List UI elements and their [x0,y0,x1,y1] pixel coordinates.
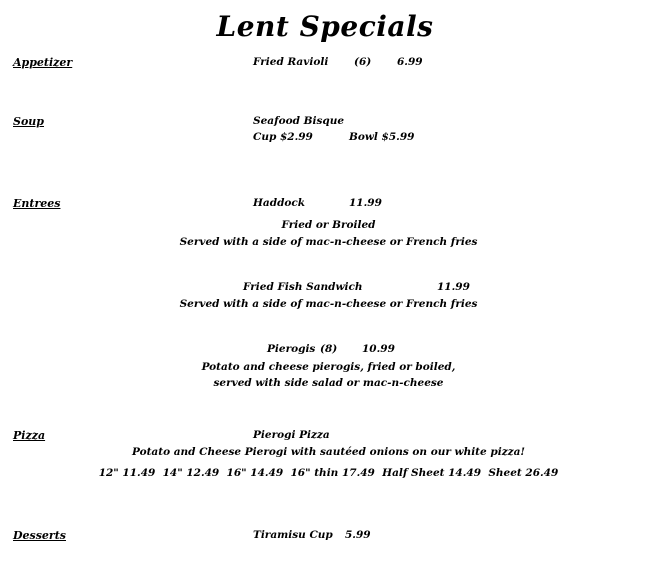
pierogis-desc-line2: served with side salad or mac-n-cheese [213,377,444,389]
section-label-pizza: Pizza [13,429,46,442]
haddock-style: Fried or Broiled [281,219,376,231]
section-label-entrees: Entrees [13,197,61,210]
haddock-side: Served with a side of mac-n-cheese or French fries [179,236,478,248]
haddock-name: Haddock [253,197,306,209]
section-label-desserts: Desserts [13,529,66,542]
sandwich-name: Fried Fish Sandwich [243,281,363,293]
pierogis-price: 10.99 [362,343,395,355]
pierogis-desc-line1: Potato and cheese pierogis, fried or boiled, [201,361,456,373]
appetizer-price: 6.99 [397,56,423,68]
pizza-item: Pierogi Pizza [253,429,330,441]
soup-item: Seafood Bisque [253,115,345,127]
dessert-item: Tiramisu Cup [253,529,333,541]
haddock-price: 11.99 [349,197,382,209]
dessert-price: 5.99 [345,529,371,541]
sandwich-price: 11.99 [437,281,470,293]
menu-title: Lent Specials [216,10,434,43]
section-label-soup: Soup [13,115,44,128]
pizza-sizes-prices: 12" 11.49 14" 12.49 16" 14.49 16" thin 17.49 Half Sheet 14.49 Sheet 26.49 [98,467,559,479]
sandwich-side: Served with a side of mac-n-cheese or French fries [179,298,478,310]
appetizer-item: Fried Ravioli [253,56,329,68]
soup-bowl-price: Bowl $5.99 [349,131,415,143]
appetizer-qty: (6) [354,56,372,68]
pizza-description: Potato and Cheese Pierogi with sautéed onions on our white pizza! [131,446,526,458]
pierogis-name: Pierogis [267,343,316,355]
section-label-appetizer: Appetizer [13,56,73,69]
pierogis-qty: (8) [320,343,338,355]
soup-cup-price: Cup $2.99 [253,131,313,143]
